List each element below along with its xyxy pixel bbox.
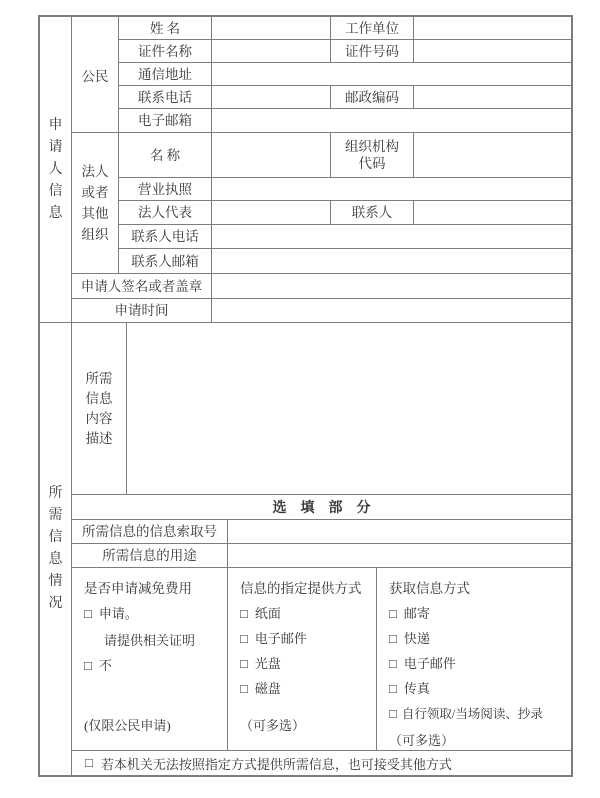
delivery-cd-label: 光盘 [254, 656, 281, 671]
checkbox-email-icon[interactable]: □ [240, 631, 248, 646]
table-row [72, 520, 571, 544]
delivery-paper-label: 纸面 [254, 606, 281, 621]
optional-part-header: 选 填 部 分 [72, 495, 571, 520]
fee-waiver-title: 是否申请减免费用 [84, 581, 192, 596]
citizen-group [72, 17, 571, 133]
delivery-option-cd[interactable] [240, 656, 368, 672]
application-form-table [38, 15, 573, 777]
email-label: 电子邮箱 [119, 109, 212, 132]
obtain-option-self[interactable] [389, 706, 563, 722]
contact-phone-value-cell[interactable] [212, 225, 571, 248]
contact-value-cell[interactable] [414, 201, 571, 224]
checkbox-apply-icon[interactable]: □ [84, 606, 92, 621]
license-value-cell[interactable] [212, 178, 571, 200]
checkbox-paper-icon[interactable]: □ [240, 606, 248, 621]
delivery-method-note: （可多选） [240, 718, 306, 733]
obtain-method-note: （可多选） [389, 733, 455, 748]
checkbox-disk-icon[interactable]: □ [240, 681, 248, 696]
checkbox-cd-icon[interactable]: □ [240, 656, 248, 671]
postcode-value-cell[interactable] [414, 86, 571, 108]
delivery-method-cell [228, 568, 377, 750]
organization-group-label-cell [72, 133, 119, 273]
license-label: 营业执照 [119, 178, 212, 200]
obtain-method-title: 获取信息方式 [389, 581, 470, 596]
table-row [119, 86, 571, 109]
work-unit-label: 工作单位 [331, 17, 414, 39]
citizen-group-label-cell [72, 17, 119, 132]
legal-rep-value-cell[interactable] [212, 201, 331, 224]
fee-waiver-no-label: 不 [98, 658, 112, 673]
table-row [72, 299, 571, 322]
table-row [72, 544, 571, 568]
checkbox-self-icon[interactable]: □ [389, 706, 397, 721]
table-row [119, 63, 571, 86]
contact-label: 联系人 [331, 201, 414, 224]
name-value-cell[interactable] [212, 17, 331, 39]
contact-email-label: 联系人邮箱 [119, 249, 212, 273]
organization-group [72, 133, 571, 274]
table-row [119, 225, 571, 249]
id-number-label: 证件号码 [331, 40, 414, 62]
id-number-value-cell[interactable] [414, 40, 571, 62]
fee-waiver-apply-label: 申请。 [98, 606, 138, 621]
delivery-email-label: 电子邮件 [254, 631, 307, 646]
table-row [119, 249, 571, 273]
table-row [119, 40, 571, 63]
fee-waiver-apply-note: 请提供相关证明 [104, 633, 196, 648]
footer-option-row[interactable] [72, 751, 571, 775]
delivery-option-email[interactable] [240, 631, 368, 647]
obtain-fax-label: 传真 [403, 681, 430, 696]
obtain-email-label: 电子邮件 [403, 656, 456, 671]
info-section [40, 323, 571, 775]
table-row [119, 178, 571, 201]
obtain-express-label: 快递 [403, 631, 430, 646]
methods-row [72, 568, 571, 751]
phone-value-cell[interactable] [212, 86, 331, 108]
obtain-option-fax[interactable] [389, 681, 563, 697]
apply-time-value-cell[interactable] [212, 299, 571, 322]
delivery-option-disk[interactable] [240, 681, 368, 697]
purpose-value-cell[interactable] [228, 544, 571, 567]
email-value-cell[interactable] [212, 109, 571, 132]
obtain-option-mail[interactable] [389, 606, 563, 622]
delivery-disk-label: 磁盘 [254, 681, 281, 696]
phone-label: 联系电话 [119, 86, 212, 108]
delivery-option-paper[interactable] [240, 606, 368, 622]
org-name-label: 名 称 [119, 133, 212, 177]
index-number-label: 所需信息的信息索取号 [72, 520, 228, 543]
delivery-method-title: 信息的指定提供方式 [240, 581, 362, 596]
table-row [119, 109, 571, 132]
table-row [119, 133, 571, 178]
checkbox-footer-icon[interactable]: □ [85, 755, 93, 770]
description-value-cell[interactable] [127, 323, 571, 494]
applicant-section-side-label: 申请人信息 [48, 117, 63, 221]
address-value-cell[interactable] [212, 63, 571, 85]
postcode-label: 邮政编码 [331, 86, 414, 108]
fee-waiver-option-apply[interactable] [84, 606, 219, 622]
signature-label: 申请人签名或者盖章 [72, 274, 212, 298]
table-row [72, 274, 571, 299]
obtain-option-email[interactable] [389, 656, 563, 672]
address-label: 通信地址 [119, 63, 212, 85]
citizen-group-label: 公民 [81, 68, 109, 84]
obtain-method-cell [377, 568, 571, 750]
checkbox-fax-icon[interactable]: □ [389, 681, 397, 696]
id-type-label: 证件名称 [119, 40, 212, 62]
checkbox-obtain-email-icon[interactable]: □ [389, 656, 397, 671]
org-code-label-cell [331, 133, 414, 177]
purpose-label: 所需信息的用途 [72, 544, 228, 567]
org-code-value-cell[interactable] [414, 133, 571, 177]
checkbox-express-icon[interactable]: □ [389, 631, 397, 646]
description-row [72, 323, 571, 495]
signature-value-cell[interactable] [212, 274, 571, 298]
description-label-cell [72, 323, 127, 494]
fee-waiver-option-no[interactable] [84, 658, 219, 674]
table-row [119, 201, 571, 225]
applicant-section-side-label-cell [40, 17, 72, 322]
contact-phone-label: 联系人电话 [119, 225, 212, 248]
contact-email-value-cell[interactable] [212, 249, 571, 273]
org-code-label: 组织机构代码 [345, 139, 399, 171]
obtain-option-express[interactable] [389, 631, 563, 647]
applicant-section [40, 17, 571, 323]
obtain-mail-label: 邮寄 [403, 606, 430, 621]
org-name-value-cell[interactable] [212, 133, 331, 177]
description-label: 所需信息内容描述 [85, 370, 113, 446]
checkbox-mail-icon[interactable]: □ [389, 606, 397, 621]
footer-option-label: 若本机关无法按照指定方式提供所需信息，也可接受其他方式 [100, 756, 452, 772]
index-number-value-cell[interactable] [228, 520, 571, 543]
fee-waiver-note: (仅限公民申请) [84, 718, 171, 733]
id-type-value-cell[interactable] [212, 40, 331, 62]
info-section-side-label: 所需信息情况 [48, 486, 63, 611]
legal-rep-label: 法人代表 [119, 201, 212, 224]
apply-time-label: 申请时间 [72, 299, 212, 322]
table-row [119, 17, 571, 40]
work-unit-value-cell[interactable] [414, 17, 571, 39]
obtain-self-label: 自行领取/当场阅读、抄录 [401, 707, 543, 721]
organization-group-label: 法人或者其他组织 [81, 164, 109, 242]
name-label: 姓 名 [119, 17, 212, 39]
info-section-side-label-cell [40, 323, 72, 775]
fee-waiver-cell [72, 568, 228, 750]
checkbox-no-icon[interactable]: □ [84, 658, 92, 673]
